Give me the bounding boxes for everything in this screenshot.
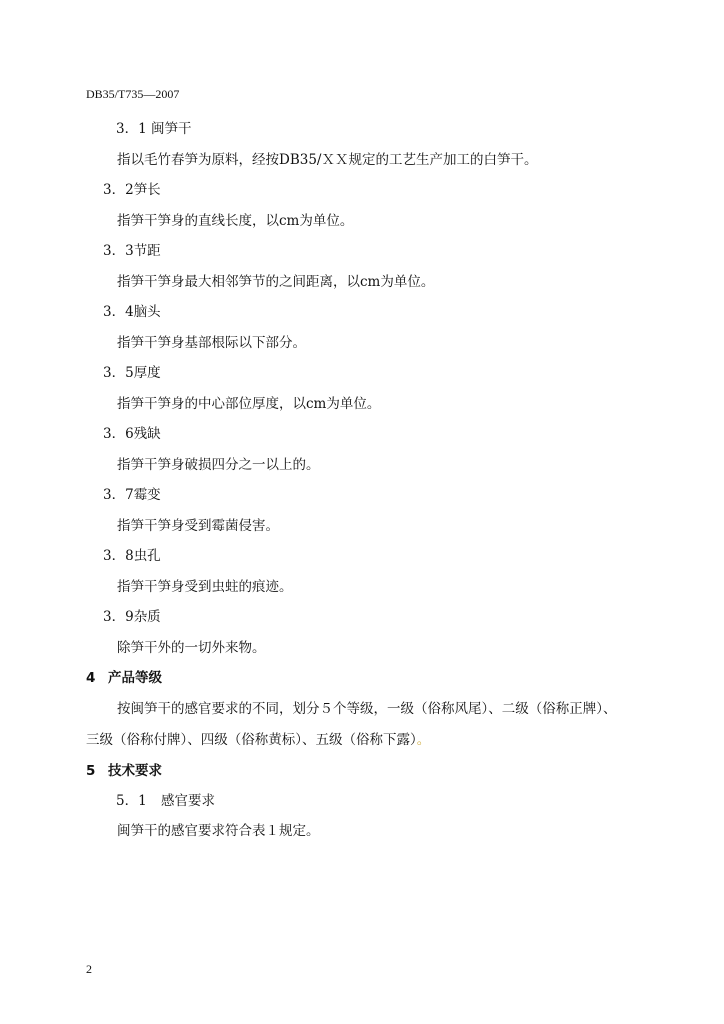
term-definition-3-4: 指笋干笋身基部根际以下部分。 xyxy=(117,335,306,351)
term-number: 3．6 xyxy=(103,426,134,442)
subsection-title: 感官要求 xyxy=(160,793,215,809)
term-number: 3．1 xyxy=(116,121,147,137)
term-title: 脑头 xyxy=(133,304,161,320)
term-title: 厚度 xyxy=(133,365,161,381)
paragraph-text: 三级（俗称付牌）、四级（俗称黄标）、五级（俗称下露） xyxy=(86,732,417,748)
term-number: 3．3 xyxy=(103,243,134,259)
term-number: 3．5 xyxy=(103,365,134,381)
term-heading-3-4 xyxy=(103,302,161,322)
term-title: 虫孔 xyxy=(133,548,161,564)
term-title: 节距 xyxy=(133,243,161,259)
term-number: 3．9 xyxy=(103,609,134,625)
term-definition-3-5: 指笋干笋身的中心部位厚度，以cm为单位。 xyxy=(117,396,381,412)
term-title: 残缺 xyxy=(133,426,161,442)
term-title: 闽笋干 xyxy=(150,121,192,137)
section-heading-4 xyxy=(86,668,162,688)
term-heading-3-7 xyxy=(103,485,161,505)
term-definition-3-7: 指笋干笋身受到霉菌侵害。 xyxy=(117,518,279,534)
term-heading-3-8 xyxy=(103,546,161,566)
term-definition-3-8: 指笋干笋身受到虫蛀的痕迹。 xyxy=(117,579,293,595)
section-title: 技术要求 xyxy=(108,763,162,779)
term-definition-3-9: 除笋干外的一切外来物。 xyxy=(117,640,266,656)
term-heading-3-3 xyxy=(103,241,161,261)
term-heading-3-9 xyxy=(103,607,161,627)
subsection-heading-5-1 xyxy=(116,791,215,811)
term-heading-3-1 xyxy=(116,119,191,139)
term-heading-3-6 xyxy=(103,424,161,444)
term-title: 笋长 xyxy=(133,182,161,198)
page-number: 2 xyxy=(86,962,92,976)
term-number: 3．4 xyxy=(103,304,134,320)
term-definition-3-6: 指笋干笋身破损四分之一以上的。 xyxy=(117,457,320,473)
term-heading-3-5 xyxy=(103,363,161,383)
section-4-paragraph-line-2 xyxy=(86,730,430,750)
subsection-number: 5．1 xyxy=(116,793,147,809)
subsection-5-1-text: 闽笋干的感官要求符合表１规定。 xyxy=(117,823,320,839)
term-definition-3-3: 指笋干笋身最大相邻笋节的之间距离，以cm为单位。 xyxy=(117,274,435,290)
term-number: 3．8 xyxy=(103,548,134,564)
term-number: 3．2 xyxy=(103,182,134,198)
term-heading-3-2 xyxy=(103,180,161,200)
section-heading-5 xyxy=(86,761,162,781)
term-definition-3-1: 指以毛竹春笋为原料，经按DB35/ＸＸ规定的工艺生产加工的白笋干。 xyxy=(117,152,538,168)
document-code: DB35/T735—2007 xyxy=(86,87,180,101)
paragraph-end-mark: 。 xyxy=(416,732,431,748)
term-definition-3-2: 指笋干笋身的直线长度，以cm为单位。 xyxy=(117,213,354,229)
term-title: 杂质 xyxy=(133,609,161,625)
term-number: 3．7 xyxy=(103,487,134,503)
section-number: 4 xyxy=(86,670,96,686)
section-4-paragraph-line-1: 按闽笋干的感官要求的不同，划分５个等级，一级（俗称风尾）、二级（俗称正牌）、 xyxy=(117,701,617,717)
section-title: 产品等级 xyxy=(108,670,162,686)
term-title: 霉变 xyxy=(133,487,161,503)
section-number: 5 xyxy=(86,763,96,779)
